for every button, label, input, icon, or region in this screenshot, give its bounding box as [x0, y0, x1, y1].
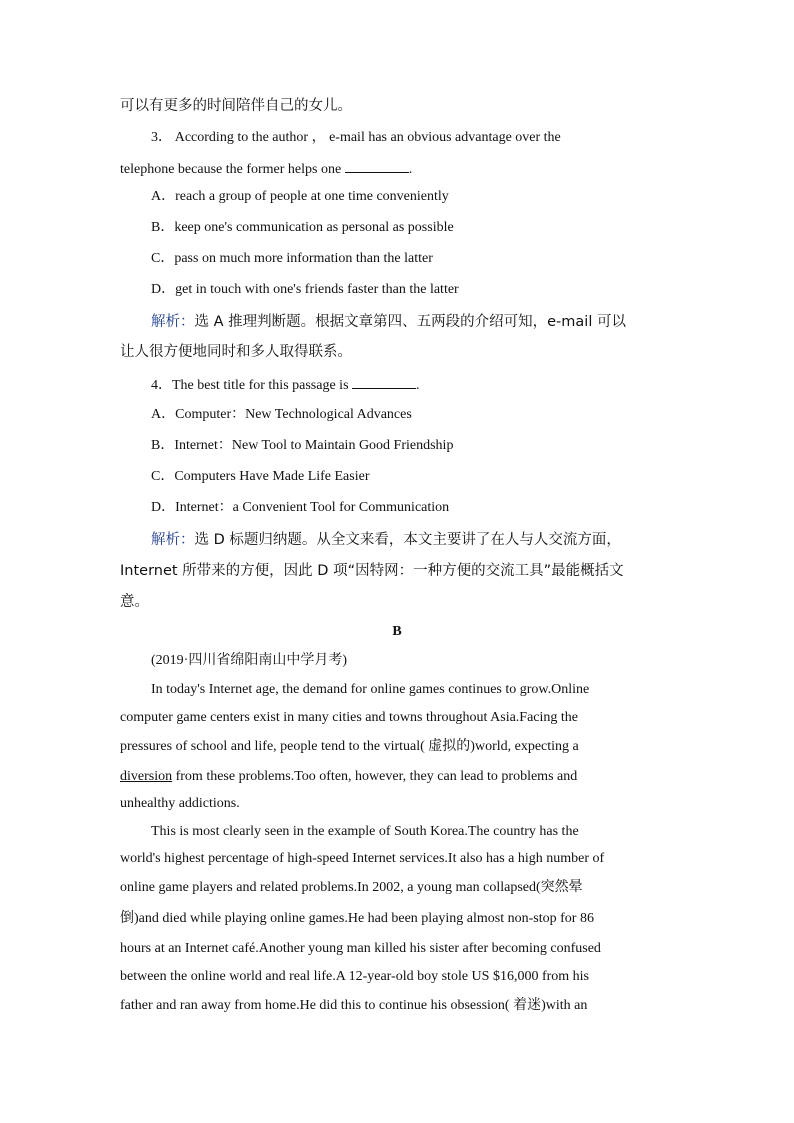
passage-source: (2019·四川省绵阳南山中学月考) [151, 653, 347, 668]
answer-analysis-cont: 意。 [120, 594, 149, 610]
answer-analysis-cont: 让人很方便地同时和多人取得联系。 [120, 344, 352, 360]
option-c: C．pass on much more information than the latter [151, 251, 433, 266]
period: . [408, 162, 413, 177]
passage-line: online game players and related problems.In 2002, a young man collapsed(突然晕 [120, 880, 583, 895]
option-a: A．Computer：New Technological Advances [151, 407, 412, 422]
analysis-text: 选 A 推理判断题。根据文章第四、五两段的介绍可知，e-mail 可以 [194, 314, 626, 330]
passage-line: computer game centers exist in many cities and towns throughout Asia.Facing the [120, 710, 579, 725]
answer-blank [345, 158, 409, 173]
passage-line: world's highest percentage of high-speed Internet services.It also has a high number of [120, 851, 605, 866]
analysis-label: 解析： [151, 532, 195, 548]
answer-analysis [151, 530, 674, 550]
section-heading: B [392, 624, 402, 639]
question-3-stem: 3． According to the author ， e-mail has an obvious advantage over the [151, 130, 561, 145]
underlined-word: diversion [120, 769, 173, 784]
answer-analysis-cont: Internet 所带来的方便，因此 D 项“因特网：一种方便的交流工具”最能概括文 [120, 563, 624, 579]
question-4-text: 4．The best title for this passage is [151, 378, 349, 393]
passage-line: In today's Internet age, the demand for online games continues to grow.Online [151, 682, 590, 697]
passage-line: father and ran away from home.He did this to continue his obsession( 着迷)with an [120, 998, 588, 1013]
question-4-stem [151, 374, 705, 396]
option-a: A．reach a group of people at one time conveniently [151, 189, 449, 204]
passage-line: 倒)and died while playing online games.He had been playing almost non-stop for 86 [120, 911, 594, 926]
passage-text: from these problems.Too often, however, they can lead to problems and [172, 769, 578, 784]
answer-blank [352, 374, 416, 389]
passage-line: pressures of school and life, people tend to the virtual( 虚拟的)world, expecting a [120, 739, 579, 754]
question-3-stem-text: telephone because the former helps one [120, 162, 342, 177]
period: . [416, 378, 420, 393]
option-b: B．Internet：New Tool to Maintain Good Friendship [151, 438, 454, 453]
option-d: D．get in touch with one's friends faster than the latter [151, 282, 459, 297]
analysis-text: 选 D 标题归纳题。从全文来看，本文主要讲了在人与人交流方面， [194, 532, 621, 548]
analysis-label: 解析： [151, 314, 195, 330]
passage-line: hours at an Internet café.Another young man killed his sister after becoming confused [120, 941, 601, 956]
passage-line [120, 767, 674, 787]
option-d: D．Internet：a Convenient Tool for Communication [151, 500, 450, 515]
passage-line: between the online world and real life.A 12-year-old boy stole US $16,000 from his [120, 969, 589, 984]
passage-line: This is most clearly seen in the example of South Korea.The country has the [151, 824, 579, 839]
question-3-stem-cont [120, 158, 674, 180]
option-b: B．keep one's communication as personal as possible [151, 220, 454, 235]
text-line: 可以有更多的时间陪伴自己的女儿。 [120, 98, 352, 114]
answer-analysis [151, 312, 674, 332]
option-c: C．Computers Have Made Life Easier [151, 469, 370, 484]
passage-line: unhealthy addictions. [120, 796, 240, 811]
